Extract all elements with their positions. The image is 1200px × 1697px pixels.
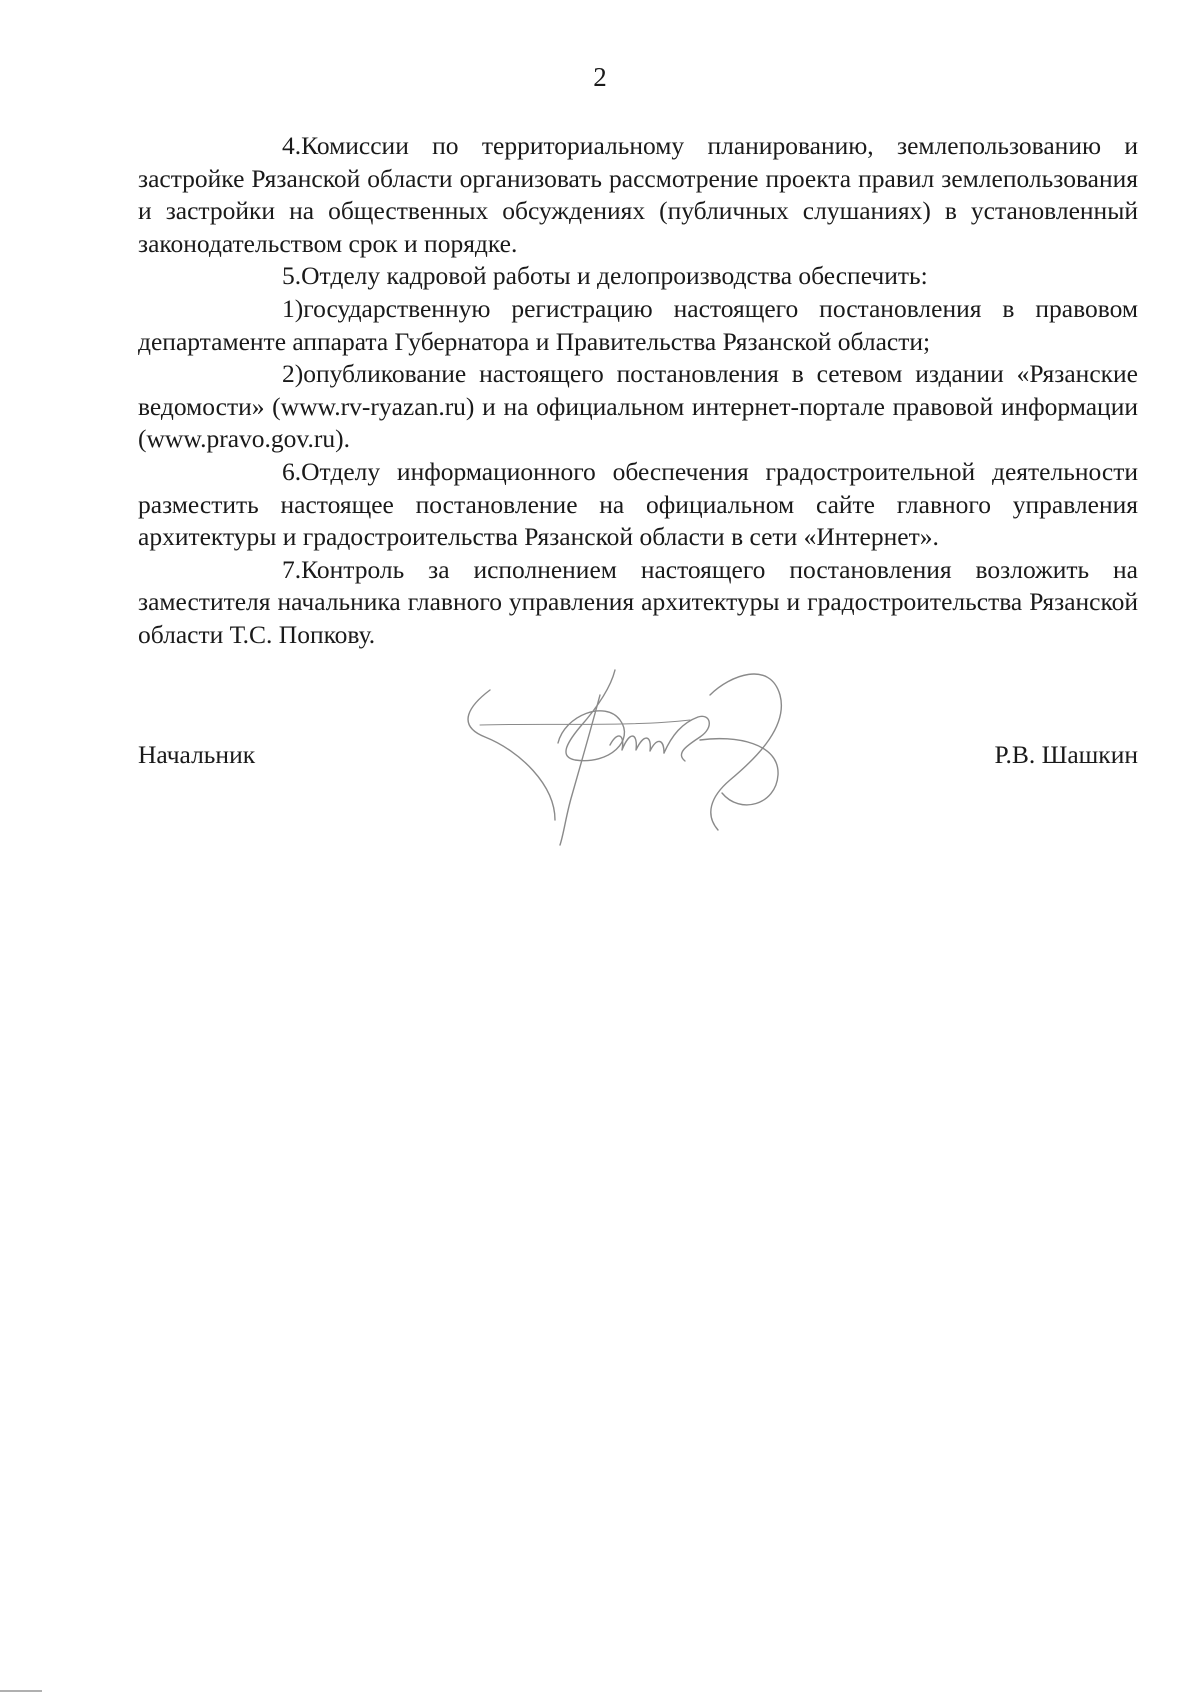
clause-number: 7.: [282, 554, 302, 584]
clause-7: [138, 554, 1138, 652]
subclause-text: государственную регистрацию настоящего постановления в правовом департаменте аппарата Губернатора и Правительства Рязанской области;: [138, 293, 1138, 356]
clause-5: [138, 260, 1138, 293]
document-body: [138, 130, 1138, 652]
scan-edge-mark: [0, 1690, 42, 1692]
clause-text: Отделу кадровой работы и делопроизводства обеспечить:: [301, 261, 928, 291]
subclause-text: опубликование настоящего постановления в сетевом издании «Рязанские ведомости» (www.rv-ryazan.ru) и на официальном интернет-портале правовой информации (www.pravo.gov.ru).: [138, 359, 1138, 454]
subclause-number: 2): [282, 359, 304, 389]
subclause-number: 1): [282, 293, 304, 323]
page-number: 2: [593, 62, 607, 92]
clause-text: Контроль за исполнением настоящего постановления возложить на заместителя начальника главного управления архитектуры и градостроительства Рязанской области Т.С. Попкову.: [138, 554, 1138, 649]
subclause-1: [138, 293, 1138, 358]
handwritten-signature: [460, 665, 840, 865]
clause-6: [138, 456, 1138, 554]
clause-number: 5.: [282, 261, 302, 291]
clause-text: Отделу информационного обеспечения градостроительной деятельности разместить настоящее постановление на официальном сайте главного управления архитектуры и градостроительства Рязанской области в сети «Интернет».: [138, 456, 1138, 552]
clause-number: 4.: [282, 131, 302, 160]
signer-title: Начальник: [138, 740, 256, 769]
clause-number: 6.: [282, 456, 302, 486]
clause-4: [138, 130, 1138, 260]
subclause-2: [138, 358, 1138, 456]
clause-text: Комиссии по территориальному планированию, землепользованию и застройке Рязанской области организовать рассмотрение проекта правил землепользования и застройки на общественных обсуждениях (публичных слушаниях) в установленный законодательством срок и порядке.: [138, 131, 1138, 258]
signer-name: Р.В. Шашкин: [994, 740, 1138, 769]
